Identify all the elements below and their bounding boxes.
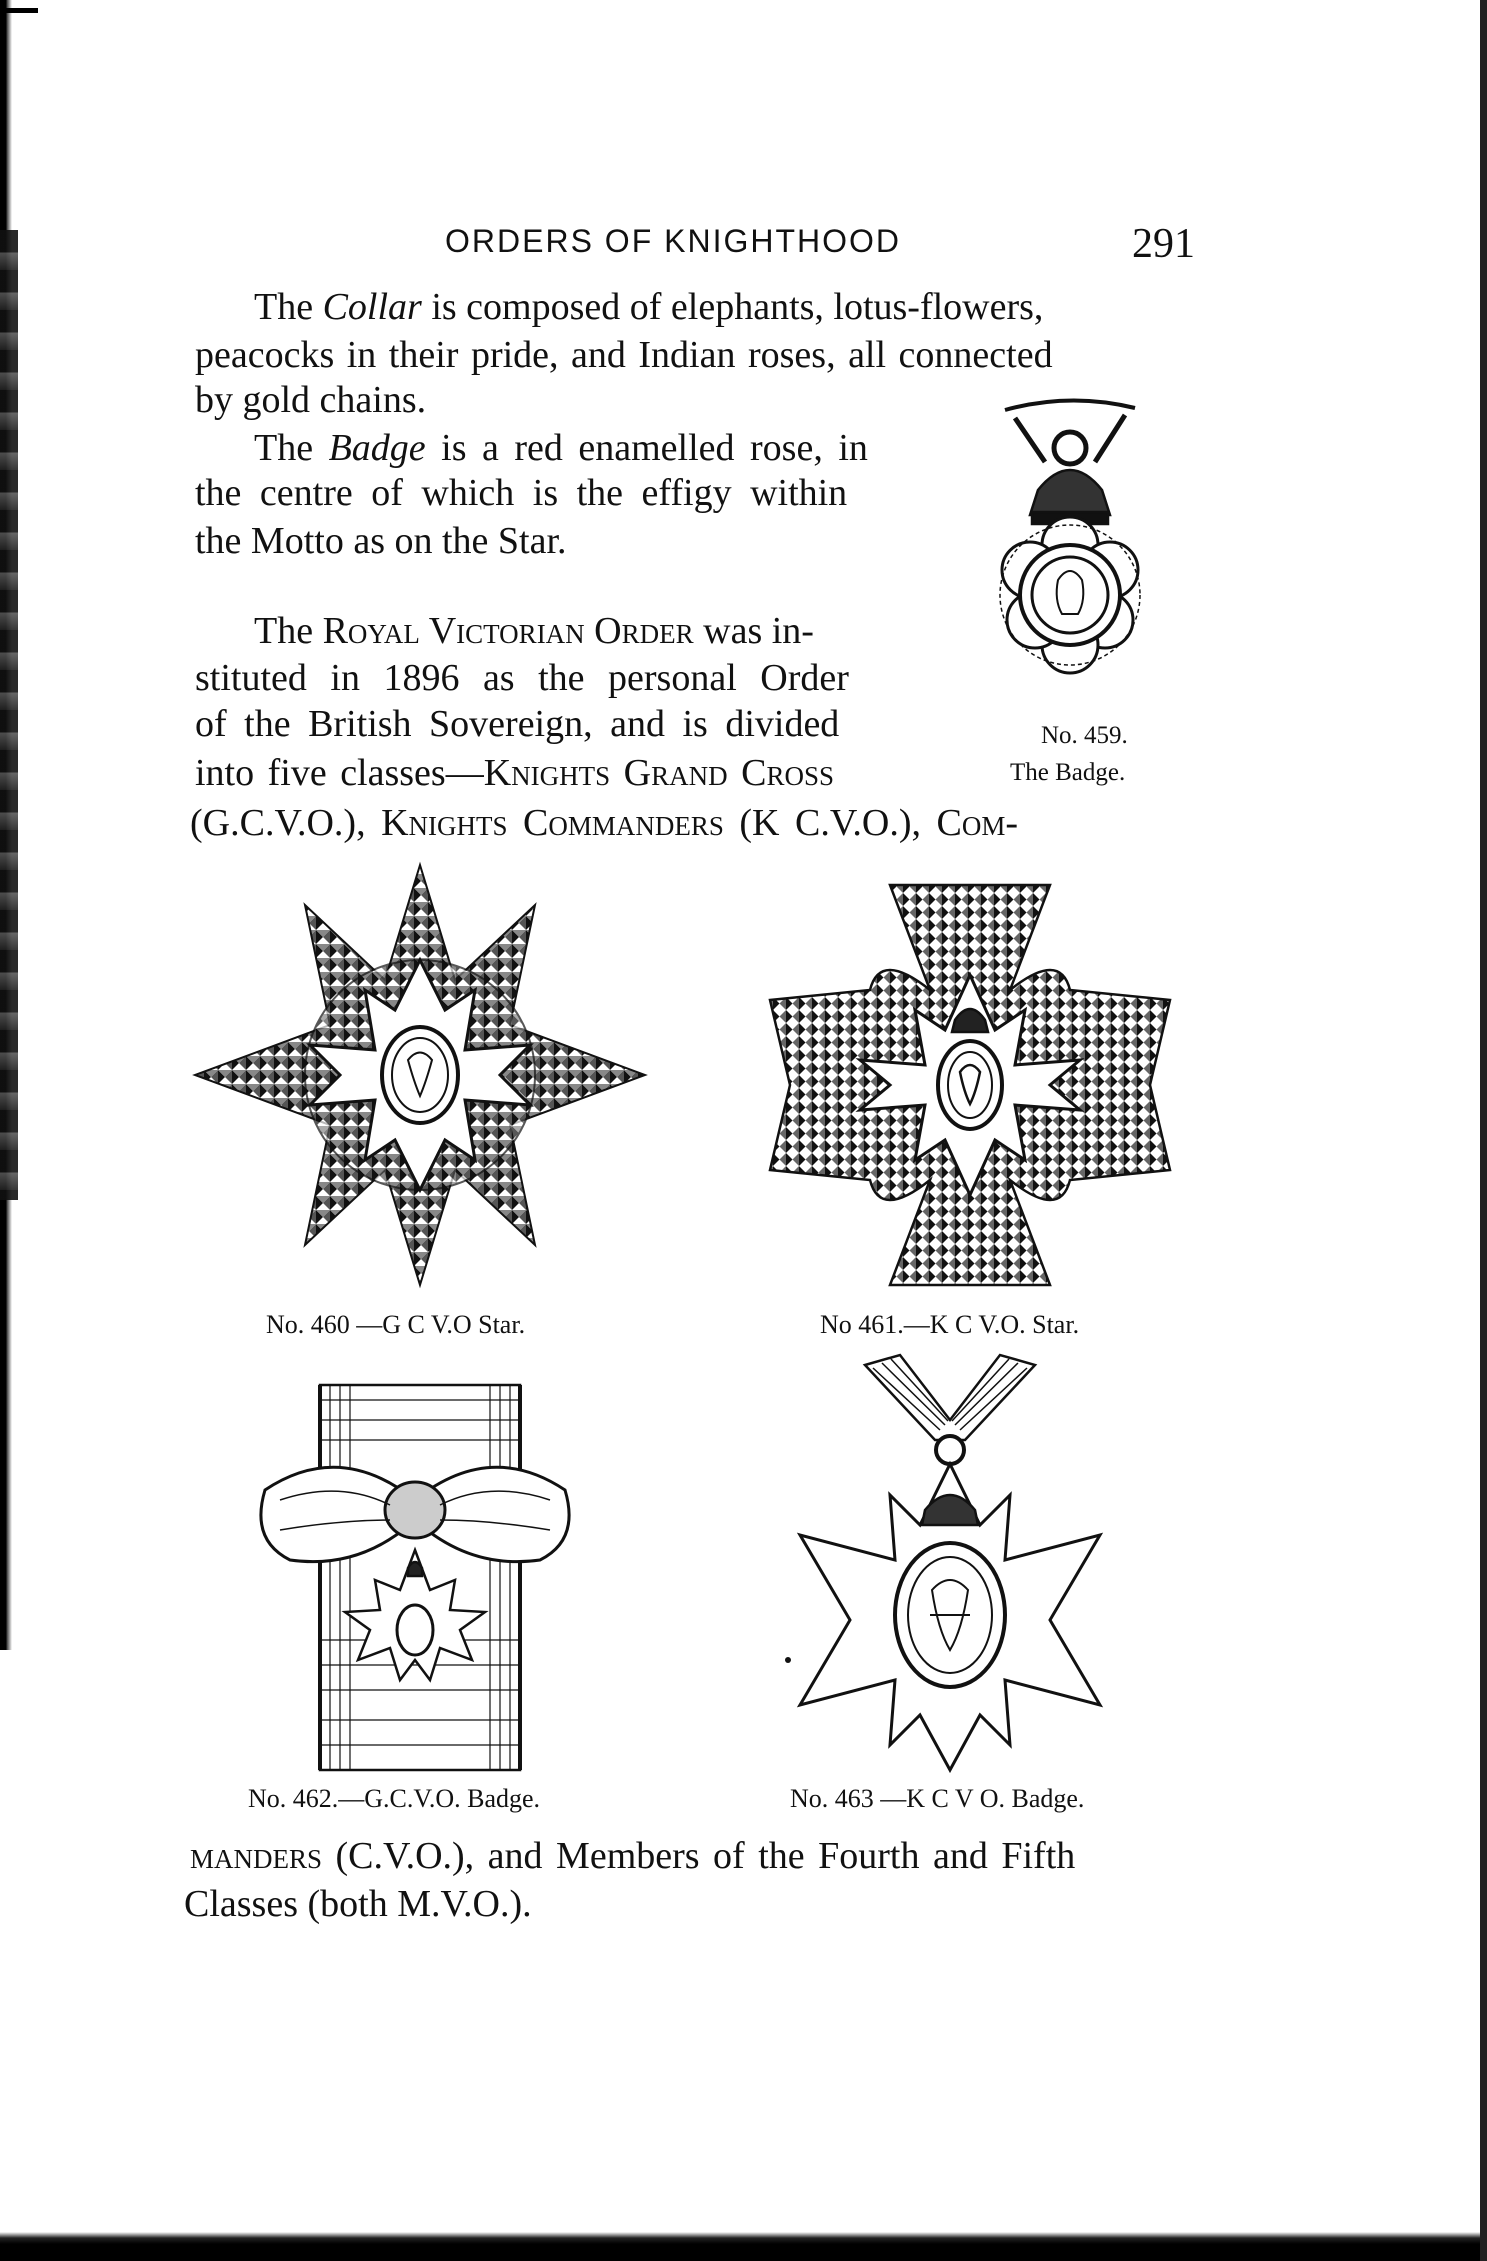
text-line: The Collar is composed of elephants, lotus-flowers, bbox=[254, 286, 1044, 328]
text-line: manders (C.V.O.), and Members of the Fourth and Fifth bbox=[190, 1835, 1076, 1877]
figure-460-gcvo-star-illustration bbox=[190, 860, 650, 1290]
page-number: 291 bbox=[1132, 221, 1195, 267]
running-header: ORDERS OF KNIGHTHOOD bbox=[445, 223, 902, 259]
figure-459-rose-badge-illustration bbox=[960, 390, 1180, 710]
text-line: of the British Sovereign, and is divided bbox=[195, 703, 840, 745]
figure-461-caption: No 461.—K C V.O. Star. bbox=[820, 1310, 1080, 1339]
binding-corner bbox=[0, 8, 38, 13]
figure-462-caption: No. 462.—G.C.V.O. Badge. bbox=[248, 1784, 541, 1813]
figure-459-caption: The Badge. bbox=[1010, 759, 1126, 786]
text-line: by gold chains. bbox=[195, 379, 427, 421]
page-bottom-edge bbox=[0, 2232, 1487, 2261]
figure-459-number: No. 459. bbox=[1041, 722, 1128, 749]
figure-462-gcvo-badge-illustration bbox=[250, 1380, 580, 1780]
text-line: the centre of which is the effigy within bbox=[195, 472, 848, 514]
figure-463-caption: No. 463 —K C V O. Badge. bbox=[790, 1784, 1085, 1813]
text-line: into five classes—Knights Grand Cross bbox=[195, 752, 834, 794]
figure-463-kcvo-badge-illustration bbox=[780, 1350, 1120, 1770]
text-line: peacocks in their pride, and Indian roses, all connected bbox=[195, 334, 1053, 376]
figure-460-caption: No. 460 —G C V.O Star. bbox=[266, 1310, 526, 1339]
text-line: The Badge is a red enamelled rose, in bbox=[254, 427, 868, 469]
text-line: The Royal Victorian Order was in- bbox=[254, 610, 814, 652]
text-line: Classes (both M.V.O.). bbox=[184, 1883, 532, 1925]
text-line: the Motto as on the Star. bbox=[195, 520, 567, 562]
page-right-edge bbox=[1480, 0, 1487, 2261]
page-binding-shadow bbox=[0, 230, 18, 1200]
figure-461-kcvo-star-illustration bbox=[760, 880, 1180, 1290]
text-line: (G.C.V.O.), Knights Commanders (K C.V.O.), Com- bbox=[190, 802, 1019, 844]
text-line: stituted in 1896 as the personal Order bbox=[195, 657, 849, 699]
